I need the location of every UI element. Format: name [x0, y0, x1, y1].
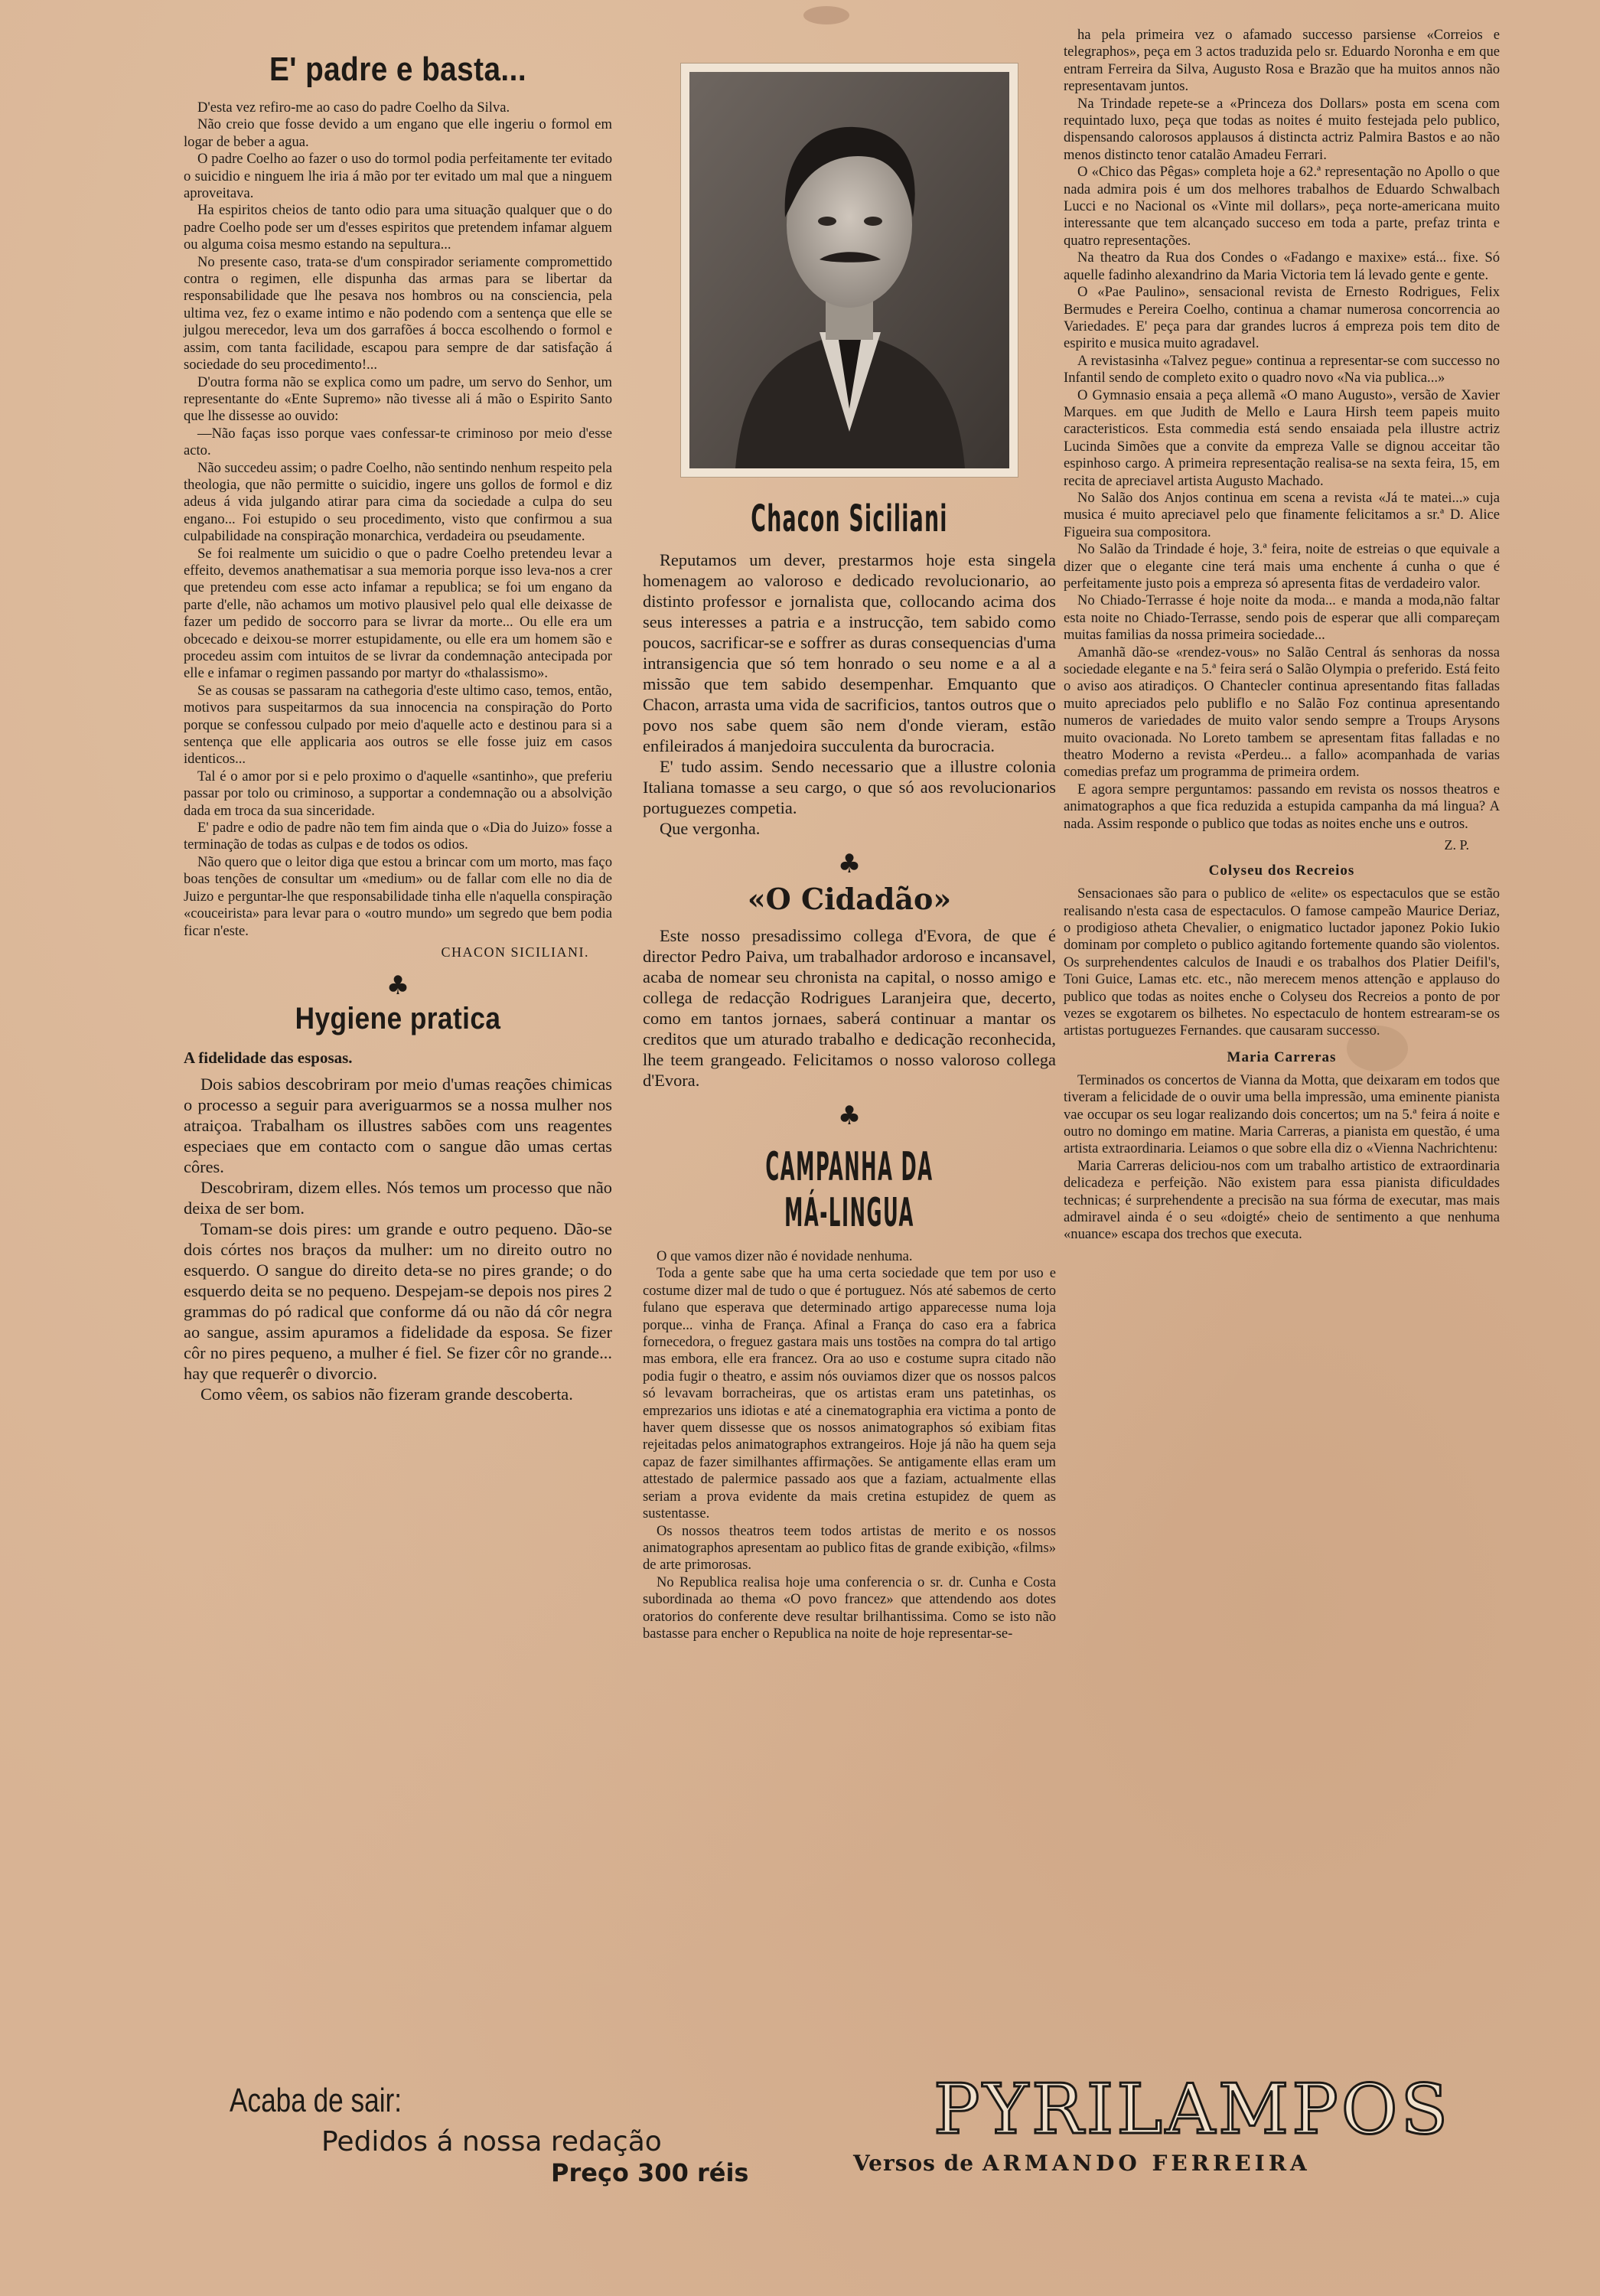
- article-signature-zp: Z. P.: [1444, 837, 1469, 853]
- club-ornament-icon: ♣: [837, 849, 862, 879]
- paragraph: No Salão da Trindade é hoje, 3.ª feira, noite de estreias o que equivale a dizer que o elegante cine terá mais uma enchente á cunha o que é perfeitamente justo pois a empreza só apresenta fitas de verdadeiro valor.: [1064, 541, 1500, 592]
- club-ornament-icon: ♣: [837, 1101, 862, 1131]
- paragraph: Descobriram, dizem elles. Nós temos um processo que não deixa de ser bom.: [184, 1177, 612, 1218]
- paragraph: No Salão dos Anjos continua em scena a revista «Já te matei...» cuja musica é muito apreciavel pelo que finamente felicitamos a sr.ª D. Alice Figueira sua compositora.: [1064, 489, 1500, 540]
- hygiene-subtitle: A fidelidade das esposas.: [184, 1048, 353, 1067]
- paragraph: Reputamos um dever, prestarmos hoje esta singela homenagem ao valoroso e dedicado revolucionario, ao distinto professor e jornalista que, collocando acima dos seus interesses a patria e a instrucção, tem sabido como poucos, sacrificar-se e soffrer as duras consequencias d'uma intransigencia que só tem honrado o seu nome e a al a missão que tem sabido desempenhar. Emquanto que Chacon, arrasta uma vida de sacrificios, tantos outros que o povo nos sabe quem são nem d'onde vieram, estão enfileirados á manjedoira succulenta da burocracia.: [643, 550, 1056, 755]
- paragraph: Tomam-se dois pires: um grande e outro pequeno. Dão-se dois córtes nos braços da mulher: um no direito outro no esquerdo. O sangue do direito deta-se no pires grande; o do esquerdo deita se no pequeno. Despejam-se depois nos pires 2 grammas do pó radical que conforme dá ou não dá côr negra ao sangue, assim apuramos a fidelidade da esposa. Se fizer côr no pires pequeno, a mulher é fiel. Se fizer côr no grande... hay que requerêr o divorcio.: [184, 1218, 612, 1383]
- article-title-hygiene: Hygiene pratica: [295, 1001, 501, 1035]
- paragraph: E agora sempre perguntamos: passando em revista os nossos theatros e animatographos a que fica reduzida a estupida campanha da má lingua? A nada. Assim responde o publico que todas as noites enche uns e outros.: [1064, 781, 1500, 832]
- article-title-cidadao: «O Cidadão»: [747, 882, 952, 916]
- paragraph: O Gymnasio ensaia a peça allemã «O mano Augusto», versão de Xavier Marques. em que Judith de Mello e Laura Hirsh teem papeis muito caracteristicos. Esta commedia está sendo ensaiada pela illustre actriz Lucinda Simões que a convite da empreza Valle se dignou acceitar tão espinhoso cargo. A primeira representação realisa-se na sexta feira, 15, em recita de apreciavel artista Augusto Machado.: [1064, 386, 1500, 489]
- advert-orders: Pedidos á nossa redação: [321, 2126, 662, 2157]
- article-body-maria: [1064, 1072, 1500, 1244]
- column-right: [1064, 27, 1500, 1244]
- paragraph: D'outra forma não se explica como um padre, um servo do Senhor, um representante do «Ente Supremo» não tivesse ali á mão o Espirito Santo que lhe dissesse ao ouvido:: [184, 373, 612, 425]
- paragraph: ha pela primeira vez o afamado successo parsiense «Correios e telegraphos», peça em 3 actos traduzida pelo sr. Eduardo Noronha e em que entram Ferreira da Silva, Augusto Rosa e Brazão que ha muitos annos não representavam juntos.: [1064, 27, 1500, 95]
- paragraph: Na Trindade repete-se a «Princeza dos Dollars» posta em scena com requintado luxo, peça que todas as noites é muito festejada pelo publico, dispensando calorosos applausos á distincta actriz Palmira Bastos e ao não menos distincto tenor catalão Amadeu Ferrari.: [1064, 95, 1500, 163]
- paragraph: —Não faças isso porque vaes confessar-te criminoso por meio d'esse acto.: [184, 425, 612, 459]
- paragraph: Na theatro da Rua dos Condes o «Fadango e maxixe» está... fixe. Só aquelle fadinho alexandrino da Maria Victoria tem lá levado gente e gente.: [1064, 249, 1500, 283]
- paragraph: No Republica realisa hoje uma conferencia o sr. dr. Cunha e Costa subordinada ao thema «O povo francez» que attendendo aos dotes oratorios do conferente deve resultar brilhantissima. Como se isto não bastasse para encher o Republica na noite de hoje representar-se-: [643, 1574, 1056, 1642]
- paragraph: O padre Coelho ao fazer o uso do tormol podia perfeitamente ter evitado o suicidio e ninguem lhe iria á mão por ter evitado um mal que a ninguem aproveitava.: [184, 151, 612, 202]
- paragraph: O «Chico das Pêgas» completa hoje a 62.ª representação no Apollo o que nada admira pois é um dos melhores trabalhos de Eduardo Schwalbach Lucci e no Nacional os «Vinte mil dollars», peça norte-americana muito interessante que tem alcançado succeso em toda a parte, prefaz trinta e quatro representações.: [1064, 164, 1500, 249]
- advert-author-prefix: Versos de: [853, 2151, 975, 2176]
- article-body-campanha: [643, 1248, 1056, 1642]
- article-body-padre: [184, 99, 612, 940]
- portrait-frame: [680, 63, 1018, 478]
- paragraph: Amanhã dão-se «rendez-vous» no Salão Central ás senhoras da nossa sociedade elegante e na 5.ª feira será o Salão Olympia o preferido. Está feito o aviso aos atiradiços. O Chantecler continua apresentando fitas falladas muito apreciados pelo publiflo e no Salão Foz continua apresentando numeros de variedades de muito valor sendo sempre a Troups Arysons muito ovacionada. No Loreto tambem se apresentam fitas falladas e no theatro Moderno a revista «Perdeu... a fallo» acompanhada de varias comedias prefaz um programma de primeira ordem.: [1064, 644, 1500, 781]
- paragraph: Que vergonha.: [660, 819, 761, 838]
- club-ornament-icon: ♣: [386, 970, 410, 1001]
- paragraph: Maria Carreras deliciou-nos com um trabalho artistico de extraordinaria delicadeza e perfeição. Não existem para essa pianista dificuldades technicas; é surprehendente a precisão na sua fórma de executar, mas mais admiravel ainda é o seu «doigté» cheio de sentimento a que nenhuma «nuance» escapa dos trechos que executa.: [1064, 1157, 1500, 1243]
- article-body-hygiene: [184, 1074, 612, 1404]
- paragraph: Terminados os concertos de Vianna da Motta, que deixaram em todos que tiveram a felicidade de o ouvir uma bella impressão, uma eminente pianista vae occupar os seu logar realizando dois concertos; um na 5.ª feira á noite e outro no domingo em matine. Maria Carreras, a pianista em questão, é uma artista extraordinaria. Leiamos o que sobre ella diz o «Vienna Nachrichtenu:: [1064, 1071, 1500, 1157]
- paragraph: Como vêem, os sabios não fizeram grande descoberta.: [200, 1384, 573, 1404]
- advert-author-name: ARMANDO FERREIRA: [982, 2151, 1311, 2176]
- section-title-maria: Maria Carreras: [1227, 1049, 1337, 1065]
- paragraph: O que vamos dizer não é novidade nenhuma.: [657, 1248, 913, 1264]
- paragraph: D'esta vez refiro-me ao caso do padre Coelho da Silva.: [197, 99, 510, 116]
- article-title-campanha: CAMPANHA DA MÁ-LINGUA: [765, 1144, 934, 1236]
- paragraph: A revistasinha «Talvez pegue» continua a representar-se com successo no Infantil sendo de completo exito o quadro novo «Na via publica...»: [1064, 352, 1500, 386]
- paragraph: Não quero que o leitor diga que estou a brincar com um morto, mas faço boas tenções de consultar um «medium» ou de fallar com elle no dia de Juizo e perguntar-lhe que responsabilidade tinha elle n'aquella conspiração «couceirista» para levar para o «outro mundo» um segredo que bem podia ficar n'este.: [184, 853, 612, 939]
- paragraph: Não creio que fosse devido a um engano que elle ingeriu o formol em logar de beber a agua.: [184, 116, 612, 150]
- footer-advert: [0, 2066, 1600, 2296]
- article-body-theatre: [1064, 27, 1500, 833]
- paragraph: Sensacionaes são para o publico de «elite» os espectaculos que se estão realisando n'esta casa de espectaculos. O famose campeão Maurice Deriaz, o prodigioso atheta Chevalier, o enigmatico luctador japonez Pokio Iukio dominam por completo o publico agitando fortemente quando são violentos. Os surprehendentes calculos de Inaudi e os trabalhos dos Platier Deifil's, Toni Guice, Lamas etc. etc., não merecem menos attenção e applauso do publico que todas as noites enche o Colyseu dos Recreios a ponto de por vezes se exgotarem os bilhetes. No espectaculo de hontem estrearam-se os artistas portuguezes Fernandes. que causaram successo.: [1064, 885, 1500, 1039]
- advert-book-title: PYRILAMPOS: [934, 2069, 1452, 2150]
- article-body-cidadao: [643, 925, 1056, 1091]
- paragraph: Não succedeu assim; o padre Coelho, não sentindo nenhum respeito pela theologia, que não permitte o suicidio, ingere uns gollos de formol e diz adeus á vida julgando atirar para cima da sociedade a culpa do seu engano... Foi estupido o seu procedimento, visto que confirmou a sua culpabilidade na conspiração monarchica, verdadeira ou pseudamente.: [184, 459, 612, 545]
- article-body-coliseu: [1064, 885, 1500, 1040]
- paragraph: No Chiado-Terrasse é hoje noite da moda... e manda a moda,não faltar esta noite no Chiado-Terrasse, sendo pois de esperar que alli compareçam muitas familias da nossa primeira sociedade...: [1064, 592, 1500, 644]
- article-title-chacon: Chacon Siciliani: [751, 497, 948, 540]
- column-middle: [643, 46, 1056, 1642]
- article-signature: CHACON SICILIANI.: [441, 944, 589, 960]
- advert-author-line: [853, 2151, 1311, 2176]
- paragraph: Toda a gente sabe que ha uma certa sociedade que tem por uso e costume dizer mal de tudo o que é portuguez. Nós até sabemos de certo fulano que esperava que determinado artigo apparecesse numa loja porque... vinha de França. Afinal a França do caso era a fabrica fornecedora, o freguez gastara mais uns tostões na compra do tal artigo mas embora, elle era francez. Ora ao uso e costume supra citado não podia fugir o theatro, e assim nós ouviamos dizer que os nossos palcos só levavam borracheiras, que os artistas eram uns patetinhas, os emprezarios uns idiotas e até a cinematographia era victima a ponto de haver quem dissesse que os nossos animatographos só exibiam fitas rejeitadas pelos animatographos extrangeiros. Hoje já não ha quem seja capaz de fazer similhantes affirmações. Se antigamente ellas eram um attestado de palermice passado aos que a faziam, actualmente ellas seriam a prova evidente da mais cretina estupidez de quem as sustentasse.: [643, 1265, 1056, 1522]
- section-title-coliseu: Colyseu dos Recreios: [1208, 863, 1355, 879]
- advert-headline: Acaba de sair:: [230, 2082, 402, 2119]
- paragraph: Este nosso presadissimo collega d'Evora, de que é director Pedro Paiva, um trabalhador ardoroso e incansavel, acaba de nomear seu chronista na capital, o nosso amigo e collega de redacção Rodrigues Laranjeira que, decerto, como em tantos jornaes, saberá continuar a mantar os creditos que um aturado trabalho e dedicação reconhecida, lhe teem grangeado. Felicitamos o nosso valoroso collega d'Evora.: [643, 926, 1056, 1090]
- paragraph: O «Pae Paulino», sensacional revista de Ernesto Rodrigues, Felix Bermudes e Pereira Coelho, continua a chamar numerosa concorrencia ao Variedades. E' peça para dar grandes lucros á empreza pois tem dito de espirito e musica muito agradavel.: [1064, 284, 1500, 352]
- paragraph: Os nossos theatros teem todos artistas de merito e os nossos animatographos apresentam ao publico fitas de grande exibição, «films» de arte primorosas.: [643, 1522, 1056, 1574]
- paragraph: Tal é o amor por si e pelo proximo o d'aquelle «santinho», que preferiu passar por tolo ou criminoso, a supportar a condemnação ou a absolvição dada em troca da sua sinceridade.: [184, 768, 612, 819]
- paper-stain: [1347, 1026, 1408, 1071]
- paragraph: No presente caso, trata-se d'um conspirador seriamente compromettido contra o regimen, elle dispunha das armas para se libertar da responsabilidade que lhe pesava nos hombros ou na consciencia, pela ultima vez, fez o exame intimo e não podendo com a sentença que elle se julgou merecedor, leva um dos garrafões á bocca escolhendo o formol e assim, com tanta facilidade, escapou para sempre de dar satisfação á sociedade do seu procedimento!...: [184, 253, 612, 373]
- paper-stain: [803, 6, 849, 24]
- article-title-padre: E' padre e basta...: [269, 51, 527, 88]
- advert-price: Preço 300 réis: [551, 2158, 749, 2187]
- paragraph: Dois sabios descobriram por meio d'umas reações chimicas o processo a seguir para averiguarmos se a nossa mulher nos atraiçoa. Trabalham os illustres sabões com uns reagentes especiaes que em contacto com o sangue dão umas certas côres.: [184, 1074, 612, 1176]
- paragraph: E' tudo assim. Sendo necessario que a illustre colonia Italiana tomasse a seu cargo, o que só aos revolucionarios portuguezes competia.: [643, 757, 1056, 817]
- column-left: [184, 46, 612, 1404]
- paragraph: Se foi realmente um suicidio o que o padre Coelho pretendeu levar a effeito, devemos anathematisar a sua memoria porque isso leva-nos a crer que pretendeu com esse acto infamar a republica; se foi um engano da parte d'elle, não achamos um motivo plausivel pelo qual elle deixasse de fazer um pedido de soccorro para se livrar da morte... Ou elle era um obcecado e deixou-se morrer estupidamente, ou elle era um homem são e procedeu assim com intuitos de se livrar da condemnação antecipada por elle e infamar o regimen passando por martyr do «thalassismo».: [184, 545, 612, 682]
- portrait-photo-icon: [689, 72, 1009, 468]
- article-body-chacon: [643, 550, 1056, 839]
- paragraph: Se as cousas se passaram na cathegoria d'este ultimo caso, temos, então, motivos para suspeitarmos da sua innocencia na conspiração do Porto porque se confessou culpado por meio d'aquelle acto e destinou para si a sentença que elle applicaria aos outros se elle fosse juiz em casos identicos...: [184, 682, 612, 768]
- paragraph: Ha espiritos cheios de tanto odio para uma situação qualquer que o do padre Coelho pode ser um d'esses espiritos que pretendem infamar alguem ou alguma coisa mesmo estando na sepultura...: [184, 202, 612, 253]
- paragraph: E' padre e odio de padre não tem fim ainda que o «Dia do Juizo» fosse a terminação de todas as culpas e de todos os odios.: [184, 820, 612, 853]
